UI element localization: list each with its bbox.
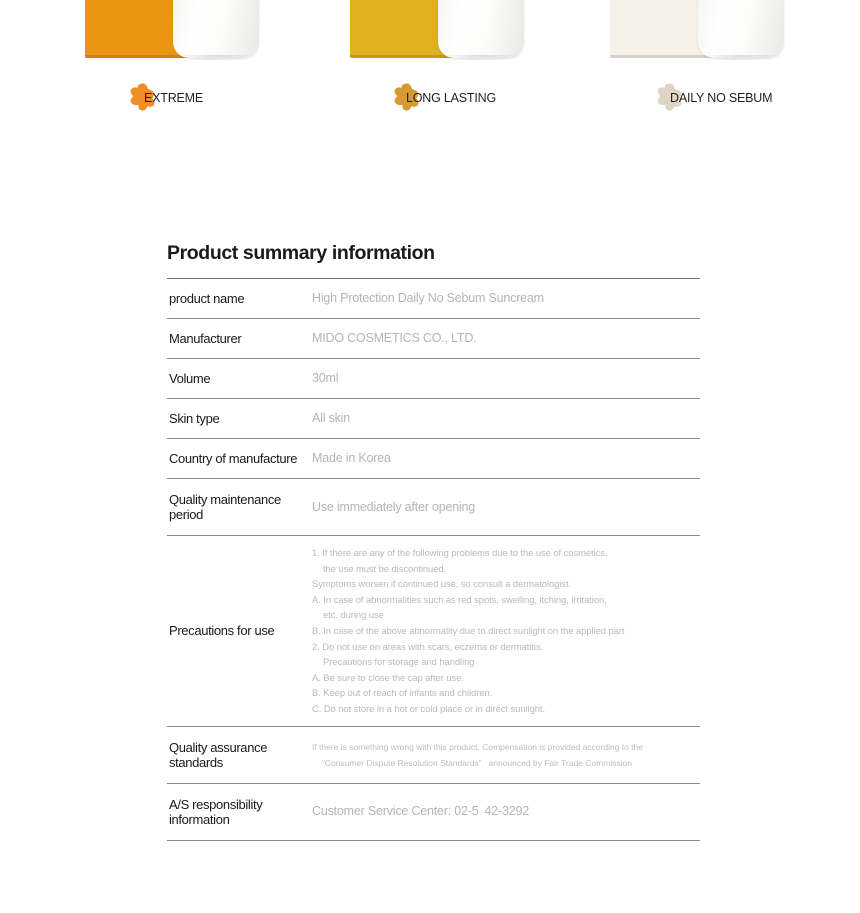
precaution-line: A. Be sure to close the cap after use. bbox=[312, 671, 464, 683]
jar-shadow bbox=[702, 55, 780, 61]
precaution-line: the use must be discontinued. bbox=[323, 562, 447, 574]
product-item-long-lasting[interactable] bbox=[310, 0, 570, 130]
precaution-line: B. In case of the above abnormality due to direct sunlight on the applied part bbox=[312, 624, 625, 636]
spec-key: Country of manufacture bbox=[169, 451, 298, 466]
spec-value: Use immediately after opening bbox=[312, 499, 476, 514]
spec-key: Manufacturer bbox=[169, 331, 242, 346]
product-photo bbox=[610, 0, 810, 62]
product-jar bbox=[698, 0, 784, 58]
table-row bbox=[167, 479, 700, 536]
product-label: LONG LASTING bbox=[406, 91, 496, 105]
table-row-quality-assurance bbox=[167, 726, 700, 783]
spec-key: Volume bbox=[169, 371, 211, 386]
table-row bbox=[167, 439, 700, 479]
spec-key: Precautions for use bbox=[169, 623, 275, 639]
product-photo bbox=[350, 0, 550, 62]
table-row bbox=[167, 359, 700, 399]
precaution-line: C. Do not store in a hot or cold place or in direct sunlight. bbox=[312, 702, 546, 714]
product-label: EXTREME bbox=[144, 91, 204, 105]
precaution-line: A. In case of abnormalities such as red spots, swelling, itching, irritation, bbox=[312, 593, 607, 605]
jar-shadow bbox=[177, 55, 255, 61]
precaution-line: B. Keep out of reach of infants and children. bbox=[312, 687, 493, 699]
product-photo bbox=[85, 0, 285, 62]
product-summary-section bbox=[167, 242, 700, 841]
precaution-line: etc. during use bbox=[323, 609, 384, 621]
spec-key: product name bbox=[169, 291, 245, 306]
section-title: Product summary information bbox=[167, 242, 435, 264]
product-spec-table bbox=[167, 278, 700, 841]
qa-line-2 bbox=[312, 755, 700, 771]
qa-line-1: If there is something wrong with this product, Compensation is provided according to the bbox=[312, 741, 643, 752]
spec-key: Quality maintenance period bbox=[169, 492, 281, 522]
precaution-line: Precautions for storage and handling bbox=[323, 656, 475, 668]
table-row bbox=[167, 399, 700, 439]
table-row bbox=[167, 279, 700, 319]
spec-key: A/S responsibility information bbox=[169, 796, 263, 827]
spec-value: MIDO COSMETICS CO., LTD. bbox=[312, 331, 477, 345]
spec-key: Quality assurance standards bbox=[169, 739, 268, 770]
qa-standard-name: “Consumer Dispute Resolution Standards” bbox=[322, 757, 482, 768]
product-banner bbox=[0, 0, 860, 130]
product-caption bbox=[45, 82, 305, 116]
product-jar bbox=[438, 0, 524, 58]
product-label: DAILY NO SEBUM bbox=[670, 91, 773, 105]
product-item-extreme[interactable] bbox=[45, 0, 305, 130]
precaution-line: Symptoms worsen if continued use, so consult a dermatologist. bbox=[312, 578, 572, 590]
spec-value: All skin bbox=[312, 411, 350, 425]
spec-value: 30ml bbox=[312, 371, 339, 385]
qa-authority: announced by Fair Trade Commission bbox=[488, 757, 633, 768]
product-item-daily-no-sebum[interactable] bbox=[570, 0, 830, 130]
table-row-as-info bbox=[167, 783, 700, 840]
table-row bbox=[167, 319, 700, 359]
table-row-precautions bbox=[167, 536, 700, 727]
spec-value: Customer Service Center: 02‑5 42‑3292 bbox=[312, 804, 530, 819]
precaution-line: 2. Do not use on areas with scars, eczema or dermatitis. bbox=[312, 640, 544, 652]
product-caption bbox=[570, 82, 830, 116]
jar-shadow bbox=[442, 55, 520, 61]
precaution-line: 1. If there are any of the following problems due to the use of cosmetics, bbox=[312, 547, 608, 558]
product-caption bbox=[310, 82, 570, 116]
spec-key: Skin type bbox=[169, 411, 220, 426]
quality-assurance-text bbox=[310, 726, 700, 783]
precautions-list bbox=[310, 536, 700, 727]
product-jar bbox=[173, 0, 259, 58]
spec-value: High Protection Daily No Sebum Suncream bbox=[312, 291, 544, 305]
spec-value: Made in Korea bbox=[312, 451, 391, 465]
